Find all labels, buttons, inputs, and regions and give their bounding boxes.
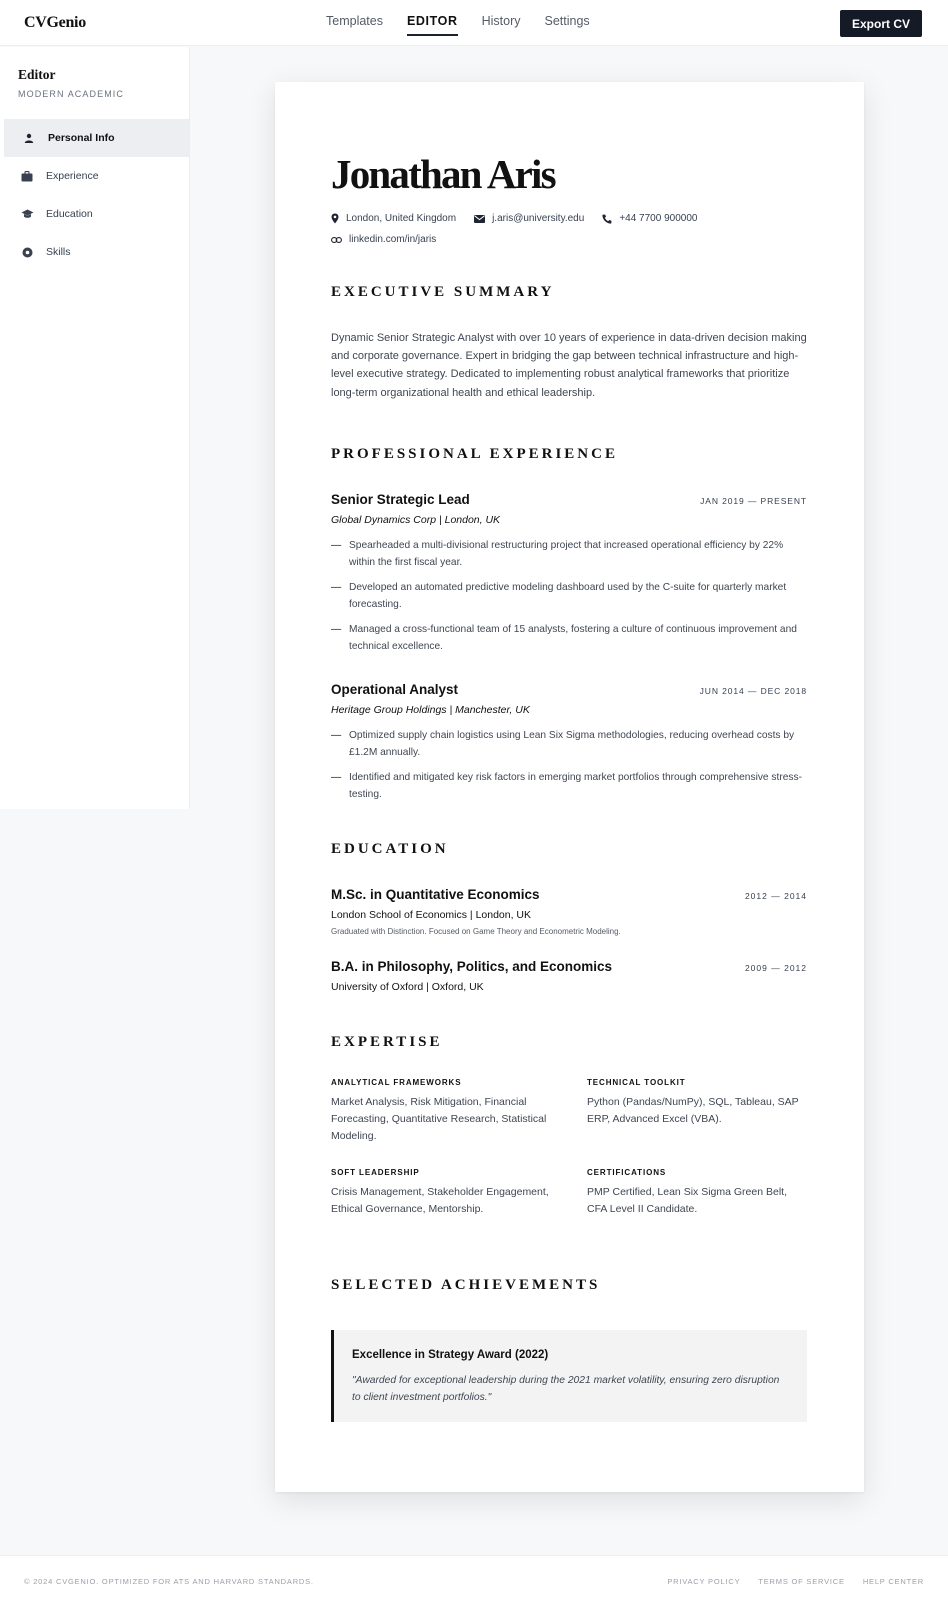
heading-selected-achievements: SELECTED ACHIEVEMENTS bbox=[331, 1277, 601, 1293]
sidebar-title: Editor bbox=[18, 67, 56, 82]
mail-icon bbox=[474, 215, 485, 223]
job-dates: JAN 2019 — PRESENT bbox=[700, 496, 807, 506]
nav-settings[interactable]: Settings bbox=[544, 14, 590, 28]
candidate-name: Jonathan Aris bbox=[331, 151, 555, 197]
contact-phone bbox=[602, 213, 697, 224]
nav-history[interactable]: History bbox=[481, 14, 521, 28]
bullet-text: Identified and mitigated key risk factors in emerging market portfolios through comprehensive stress-testing. bbox=[349, 772, 802, 800]
contact-row bbox=[331, 213, 715, 224]
heading-expertise: EXPERTISE bbox=[331, 1034, 443, 1050]
expertise-text: Crisis Management, Stakeholder Engagement, Ethical Governance, Mentorship. bbox=[331, 1186, 549, 1215]
location-pin-icon bbox=[331, 213, 339, 224]
education-school: London School of Economics | London, UK bbox=[331, 909, 532, 921]
editor-sidebar bbox=[0, 47, 190, 809]
job-company: Heritage Group Holdings | Manchester, UK bbox=[331, 704, 530, 716]
expertise-label: SOFT LEADERSHIP bbox=[331, 1168, 420, 1177]
top-navigation-bar bbox=[0, 0, 948, 46]
briefcase-icon bbox=[20, 169, 34, 183]
page-footer bbox=[0, 1555, 948, 1600]
expertise-text: Market Analysis, Risk Mitigation, Financial Forecasting, Quantitative Research, Statistical Modeling. bbox=[331, 1096, 547, 1142]
expertise-text: PMP Certified, Lean Six Sigma Green Belt, CFA Level II Candidate. bbox=[587, 1186, 787, 1215]
sidebar-item-personal-info[interactable] bbox=[4, 119, 190, 157]
contact-location bbox=[331, 213, 456, 224]
sidebar-item-label: Skills bbox=[46, 246, 71, 258]
footer-link-terms[interactable]: TERMS OF SERVICE bbox=[758, 1577, 845, 1586]
achievement-card bbox=[331, 1330, 807, 1422]
list-item: — Optimized supply chain logistics using Lean Six Sigma methodologies, reducing overhead costs by £1.2M annually. bbox=[331, 727, 807, 761]
list-item: — Identified and mitigated key risk factors in emerging market portfolios through comprehensive stress-testing. bbox=[331, 769, 807, 803]
nav-editor[interactable]: EDITOR bbox=[407, 0, 458, 46]
bullet-text: Developed an automated predictive modeling dashboard used by the C-suite for quarterly market forecasting. bbox=[349, 582, 787, 610]
job-company: Global Dynamics Corp | London, UK bbox=[331, 514, 501, 526]
education-note: Graduated with Distinction. Focused on Game Theory and Econometric Modeling. bbox=[331, 927, 621, 936]
education-degree: B.A. in Philosophy, Politics, and Economics bbox=[331, 959, 613, 974]
expertise-label: CERTIFICATIONS bbox=[587, 1168, 667, 1177]
sidebar-menu bbox=[4, 119, 190, 271]
export-cv-button[interactable]: Export CV bbox=[840, 10, 922, 37]
expertise-text: Python (Pandas/NumPy), SQL, Tableau, SAP ERP, Advanced Excel (VBA). bbox=[587, 1096, 799, 1125]
list-item: — Managed a cross-functional team of 15 analysts, fostering a culture of continuous improvement and technical excellence. bbox=[331, 621, 807, 655]
job-bullets bbox=[331, 727, 807, 811]
sidebar-item-experience[interactable] bbox=[4, 157, 190, 195]
heading-professional-experience: PROFESSIONAL EXPERIENCE bbox=[331, 446, 618, 462]
linkedin-text[interactable]: linkedin.com/in/jaris bbox=[349, 234, 437, 245]
location-text: London, United Kingdom bbox=[346, 213, 457, 224]
job-title: Operational Analyst bbox=[331, 682, 459, 697]
email-text[interactable]: j.aris@university.edu bbox=[492, 213, 585, 224]
footer-link-help[interactable]: HELP CENTER bbox=[862, 1577, 924, 1586]
phone-icon bbox=[602, 214, 612, 224]
footer-links bbox=[649, 1577, 924, 1586]
achievement-quote: "Awarded for exceptional leadership during the 2021 market volatility, ensuring zero disruption to client investment portfolios." bbox=[352, 1375, 780, 1403]
footer-copyright: © 2024 CVGENIO. OPTIMIZED FOR ATS AND HARVARD STANDARDS. bbox=[24, 1577, 314, 1586]
summary-text: Dynamic Senior Strategic Analyst with over 10 years of experience in data-driven decision making and corporate governance. Expert in bridging the gap between technical infrastructure and high-level executive strategy. Dedicated to implementing robust analytical frameworks that prioritize long-term organizational health and ethical leadership. bbox=[331, 332, 807, 399]
expertise-label: ANALYTICAL FRAMEWORKS bbox=[331, 1078, 462, 1087]
sidebar-item-education[interactable] bbox=[4, 195, 190, 233]
graduation-cap-icon bbox=[20, 207, 34, 221]
education-degree: M.Sc. in Quantitative Economics bbox=[331, 887, 540, 902]
job-title: Senior Strategic Lead bbox=[331, 492, 470, 507]
skills-icon bbox=[20, 245, 34, 259]
list-item: — Spearheaded a multi-divisional restructuring project that increased operational efficiency by 22% within the first fiscal year. bbox=[331, 537, 807, 571]
education-dates: 2012 — 2014 bbox=[744, 891, 807, 901]
bullet-text: Spearheaded a multi-divisional restructuring project that increased operational efficiency by 22% within the first fiscal year. bbox=[349, 540, 784, 568]
sidebar-template-name: MODERN ACADEMIC bbox=[18, 89, 125, 99]
sidebar-item-label: Experience bbox=[46, 170, 99, 182]
contact-linkedin bbox=[331, 234, 436, 245]
expertise-label: TECHNICAL TOOLKIT bbox=[587, 1078, 686, 1087]
contact-row-secondary bbox=[331, 234, 454, 245]
list-item: — Developed an automated predictive modeling dashboard used by the C-suite for quarterly market forecasting. bbox=[331, 579, 807, 613]
main-nav bbox=[326, 0, 614, 46]
bullet-text: Managed a cross-functional team of 15 analysts, fostering a culture of continuous improvement and technical excellence. bbox=[349, 624, 797, 652]
heading-education: EDUCATION bbox=[331, 841, 449, 857]
footer-link-privacy[interactable]: PRIVACY POLICY bbox=[667, 1577, 741, 1586]
job-dates: JUN 2014 — DEC 2018 bbox=[699, 686, 807, 696]
person-icon bbox=[22, 131, 36, 145]
heading-executive-summary: EXECUTIVE SUMMARY bbox=[331, 284, 555, 300]
bullet-text: Optimized supply chain logistics using Lean Six Sigma methodologies, reducing overhead costs by £1.2M annually. bbox=[349, 730, 795, 758]
link-icon bbox=[331, 236, 342, 244]
resume-preview bbox=[275, 82, 864, 1492]
education-school: University of Oxford | Oxford, UK bbox=[331, 981, 484, 993]
phone-text: +44 7700 900000 bbox=[619, 213, 698, 224]
contact-email bbox=[474, 213, 584, 224]
job-bullets bbox=[331, 537, 807, 663]
brand-logo[interactable]: CVGenio bbox=[24, 14, 86, 31]
achievement-title: Excellence in Strategy Award (2022) bbox=[352, 1349, 549, 1361]
sidebar-item-label: Personal Info bbox=[48, 132, 115, 144]
sidebar-item-skills[interactable] bbox=[4, 233, 190, 271]
nav-templates[interactable]: Templates bbox=[326, 14, 383, 28]
sidebar-item-label: Education bbox=[46, 208, 93, 220]
education-dates: 2009 — 2012 bbox=[744, 963, 807, 973]
